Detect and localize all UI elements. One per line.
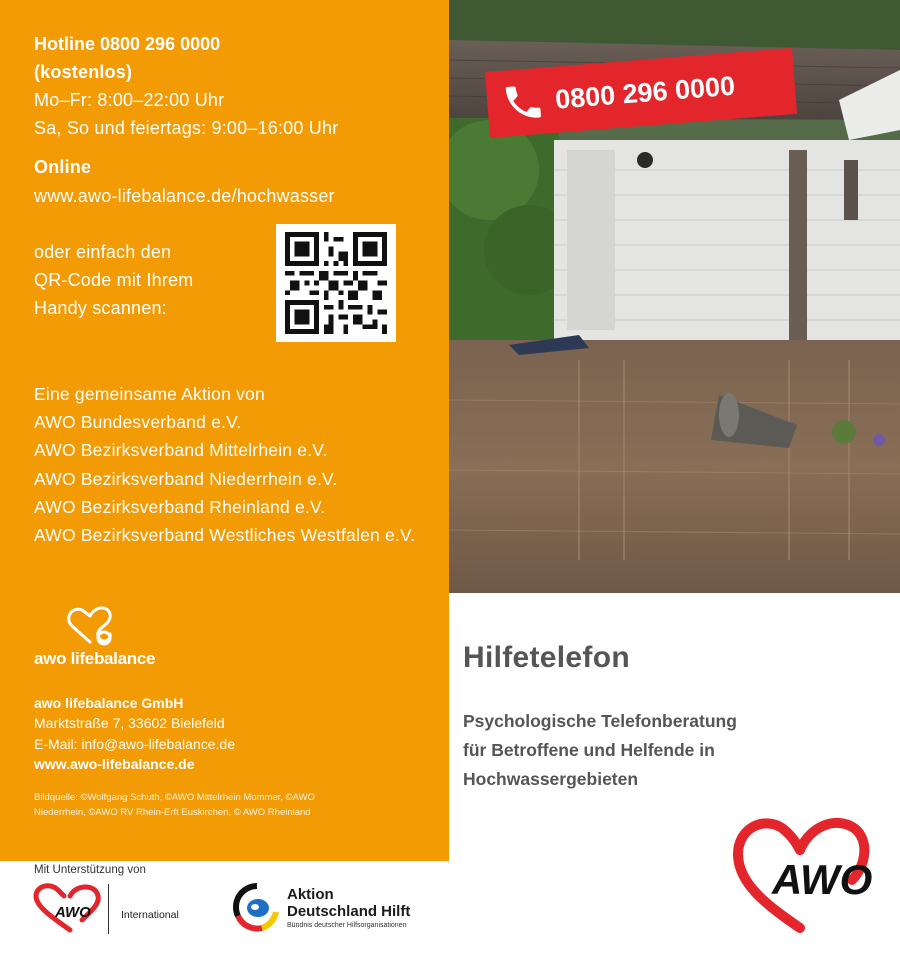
adh-title-1: Aktion bbox=[287, 886, 334, 903]
awo-small-text: AWO bbox=[55, 904, 91, 921]
hours-weekend: Sa, So und feiertags: 9:00–16:00 Uhr bbox=[34, 118, 339, 138]
phone-badge-number: 0800 296 0000 bbox=[554, 70, 737, 115]
partner-item: AWO Bundesverband e.V. bbox=[34, 412, 242, 432]
qr-instruction-2: QR-Code mit Ihrem bbox=[34, 270, 194, 290]
qr-instruction-1: oder einfach den bbox=[34, 242, 172, 262]
online-url[interactable]: www.awo-lifebalance.de/hochwasser bbox=[34, 186, 335, 206]
company-street: Marktstraße 7, 33602 Bielefeld bbox=[34, 715, 225, 731]
hotline-free-note: (kostenlos) bbox=[34, 62, 133, 82]
support-label: Mit Unterstützung von bbox=[34, 864, 146, 876]
company-name: awo lifebalance GmbH bbox=[34, 695, 184, 711]
hotline-title: Hotline 0800 296 0000 bbox=[34, 34, 221, 54]
partner-item: AWO Bezirksverband Westliches Westfalen e.V. bbox=[34, 525, 416, 545]
partner-item: AWO Bezirksverband Mittelrhein e.V. bbox=[34, 440, 328, 460]
hours-weekday: Mo–Fr: 8:00–22:00 Uhr bbox=[34, 90, 225, 110]
partner-item: AWO Bezirksverband Rheinland e.V. bbox=[34, 497, 326, 517]
awo-international-logo-icon bbox=[30, 882, 110, 936]
company-email[interactable]: E-Mail: info@awo-lifebalance.de bbox=[34, 736, 235, 752]
awo-international-text: International bbox=[121, 909, 179, 921]
adh-tagline: Bündnis deutscher Hilfsorganisationen bbox=[287, 922, 407, 929]
subtitle-line: Psychologische Telefonberatung bbox=[463, 711, 737, 731]
partner-item: AWO Bezirksverband Niederrhein e.V. bbox=[34, 469, 338, 489]
aktion-deutschland-hilft-icon bbox=[232, 882, 282, 932]
page-title: Hilfetelefon bbox=[463, 641, 630, 674]
subtitle-line: Hochwassergebieten bbox=[463, 769, 639, 789]
awo-logo-text: AWO bbox=[772, 856, 873, 903]
image-credits: Bildquelle: ©Wolfgang Schuth, ©AWO Mittelrhein Mommer, ©AWO Niederrhein, ©AWO RV Rhein-Erft Euskirchen, © AWO Rheinland bbox=[34, 792, 315, 818]
subtitle-line: für Betroffene und Helfende in bbox=[463, 740, 715, 760]
qr-code[interactable] bbox=[276, 224, 396, 342]
lifebalance-logo-text: awo lifebalance bbox=[34, 649, 156, 668]
partner-intro: Eine gemeinsame Aktion von bbox=[34, 384, 265, 404]
adh-title-2: Deutschland Hilft bbox=[287, 903, 411, 920]
online-title: Online bbox=[34, 157, 92, 177]
awo-heart-logo-icon bbox=[728, 814, 880, 936]
phone-icon bbox=[500, 79, 547, 126]
qr-instruction-3: Handy scannen: bbox=[34, 298, 167, 318]
info-panel bbox=[0, 0, 449, 861]
company-web[interactable]: www.awo-lifebalance.de bbox=[34, 756, 195, 772]
divider bbox=[108, 884, 109, 934]
